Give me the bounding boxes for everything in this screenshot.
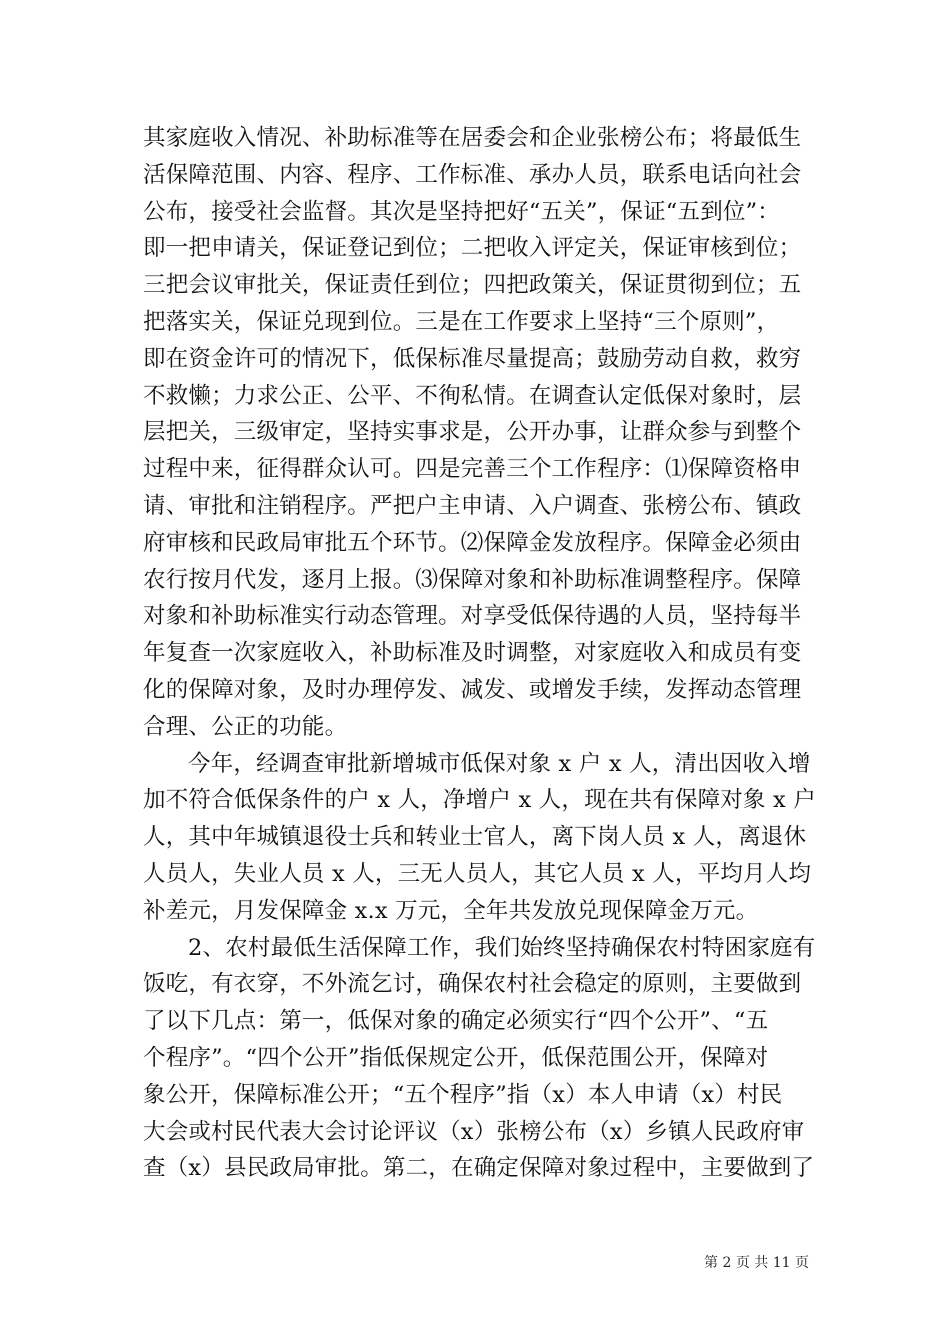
body-text <box>143 120 816 1187</box>
text-line: 把落实关，保证兑现到位。三是在工作要求上坚持“三个原则”， <box>143 308 780 335</box>
text-line: 人员人，失业人员 x 人，三无人员人，其它人员 x 人，平均月人均 <box>143 860 812 887</box>
text-line: 过程中来，征得群众认可。四是完善三个工作程序：⑴保障资格申 <box>143 456 802 483</box>
text-line: 年复查一次家庭收入，补助标准及时调整，对家庭收入和成员有变 <box>143 640 802 667</box>
text-line: 即一把申请关，保证登记到位；二把收入评定关，保证审核到位； <box>143 235 802 262</box>
text-line: 即在资金许可的情况下，低保标准尽量提高；鼓励劳动自救，救穷 <box>143 345 802 372</box>
text-line: 活保障范围、内容、程序、工作标准、承办人员，联系电话向社会 <box>143 161 802 188</box>
text-line: 加不符合低保条件的户 x 人，净增户 x 人，现在共有保障对象 x 户 <box>143 787 816 814</box>
text-line: 请、审批和注销程序。严把户主申请、入户调查、张榜公布、镇政 <box>143 492 802 519</box>
page-footer <box>0 1253 950 1273</box>
text-line: 三把会议审批关，保证责任到位；四把政策关，保证贯彻到位；五 <box>143 272 802 299</box>
text-line: 化的保障对象，及时办理停发、减发、或增发手续，发挥动态管理 <box>143 676 802 703</box>
text-line: 象公开，保障标准公开；“五个程序”指（x）本人申请（x）村民 <box>143 1081 783 1108</box>
text-line: 对象和补助标准实行动态管理。对享受低保待遇的人员，坚持每半 <box>143 603 802 630</box>
text-line: 补差元，月发保障金 x.x 万元，全年共发放兑现保障金万元。 <box>143 897 759 924</box>
text-line: 查（x）县民政局审批。第二，在确定保障对象过程中，主要做到了 <box>143 1155 815 1182</box>
text-line: 个程序”。“四个公开”指低保规定公开，低保范围公开，保障对 <box>143 1044 769 1071</box>
text-line: 2、农村最低生活保障工作，我们始终坚持确保农村特困家庭有 <box>188 934 816 961</box>
text-line: 公布，接受社会监督。其次是坚持把好“五关”，保证“五到位”： <box>143 198 781 225</box>
text-line: 了以下几点：第一，低保对象的确定必须实行“四个公开”、“五 <box>143 1008 769 1035</box>
text-line: 合理、公正的功能。 <box>143 713 348 740</box>
text-line: 其家庭收入情况、补助标准等在居委会和企业张榜公布；将最低生 <box>143 125 802 151</box>
text-line: 不救懒；力求公正、公平、不徇私情。在调查认定低保对象时，层 <box>143 382 802 409</box>
text-line: 大会或村民代表大会讨论评议（x）张榜公布（x）乡镇人民政府审 <box>143 1118 805 1145</box>
text-line: 农行按月代发，逐月上报。⑶保障对象和补助标准调整程序。保障 <box>143 566 802 593</box>
text-line: 人，其中年城镇退役士兵和转业士官人，离下岗人员 x 人，离退休 <box>143 824 807 851</box>
text-line: 饭吃，有衣穿，不外流乞讨，确保农村社会稳定的原则，主要做到 <box>143 971 802 998</box>
text-line: 府审核和民政局审批五个环节。⑵保障金发放程序。保障金必须由 <box>143 529 802 556</box>
text-line: 今年，经调查审批新增城市低保对象 x 户 x 人，清出因收入增 <box>188 750 811 777</box>
text-line: 层把关，三级审定，坚持实事求是，公开办事，让群众参与到整个 <box>143 419 802 446</box>
page-number: 第 2 页 共 11 页 <box>704 1255 809 1271</box>
